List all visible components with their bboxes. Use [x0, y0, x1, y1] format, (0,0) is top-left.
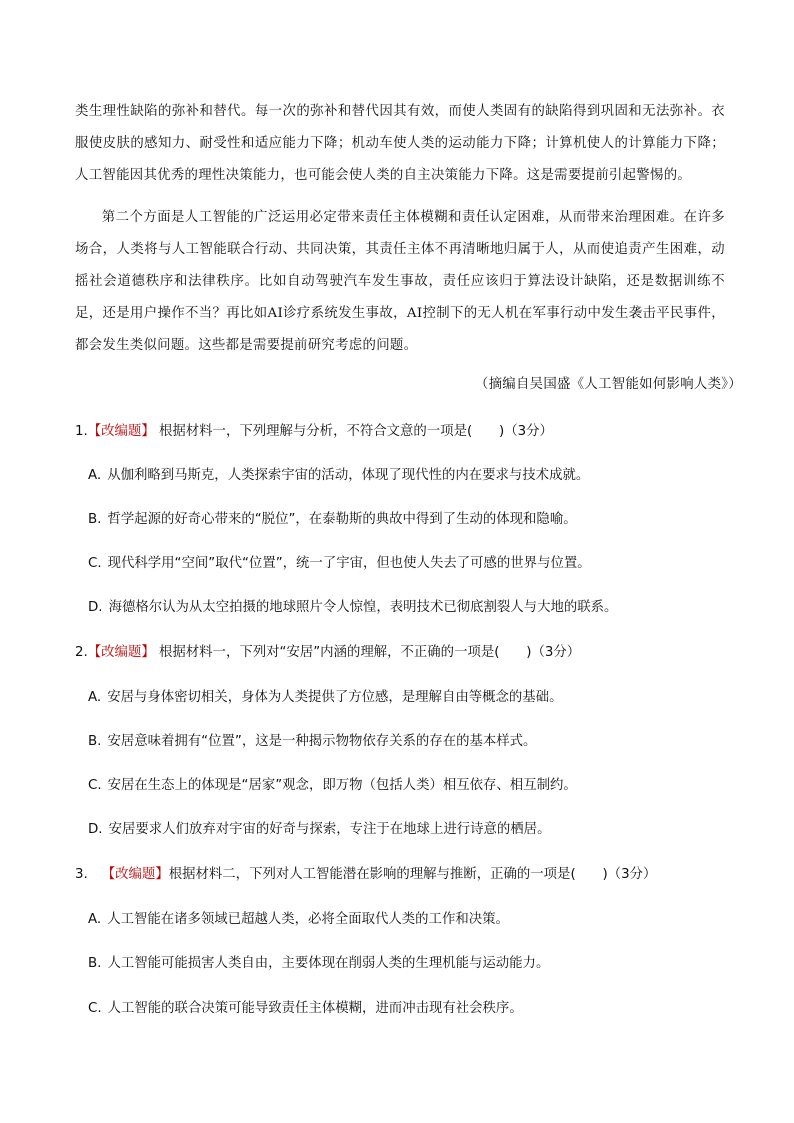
option-text: 人工智能可能损害人类自由，主要体现在削弱人类的生理机能与运动能力。: [107, 956, 550, 971]
question-1-option-b: [88, 509, 577, 531]
question-1-stem: [75, 421, 553, 443]
option-letter: A.: [88, 912, 102, 927]
option-letter: C.: [88, 778, 102, 793]
question-tag: 【改编题】: [87, 424, 155, 439]
question-1-option-a: [88, 465, 589, 487]
option-text: 安居要求人们放弃对宇宙的好奇与探索，专注于在地球上进行诗意的栖居。: [108, 822, 551, 837]
question-2-option-c: [88, 775, 577, 797]
question-2-option-b: [88, 731, 536, 753]
option-text: 从伽利略到马斯克，人类探索宇宙的活动，体现了现代性的内在要求与技术成就。: [107, 468, 590, 483]
question-tag: 【改编题】: [87, 645, 155, 660]
option-text: 人工智能在诸多领域已超越人类，必将全面取代人类的工作和决策。: [107, 912, 509, 927]
option-letter: B.: [88, 956, 102, 971]
option-letter: A.: [88, 468, 102, 483]
option-letter: D.: [88, 600, 103, 615]
option-letter: A.: [88, 690, 102, 705]
question-2-stem: [75, 642, 580, 664]
question-tag: 【改编题】: [101, 867, 169, 882]
passage-paragraph-2: 第二个方面是人工智能的广泛运用必定带来责任主体模糊和责任认定困难，从而带来治理困难。在许多场合，人类将与人工智能联合行动、共同决策，其责任主体不再清晰地归属于人，从而使追责产生困难，动摇社会道德秩序和法律秩序。比如自动驾驶汽车发生事故，责任应该归于算法设计缺陷，还是数据训练不足，还是用户操作不当？再比如AI诊疗系统发生事故，AI控制下的无人机在军事行动中发生袭击平民事件，都会发生类似问题。这些都是需要提前研究考虑的问题。: [75, 210, 725, 353]
option-letter: D.: [88, 822, 103, 837]
option-letter: B.: [88, 512, 102, 527]
question-2-option-d: [88, 819, 550, 841]
question-3-option-c: [88, 998, 523, 1020]
question-text: 根据材料二，下列对人工智能潜在影响的理解与推断，正确的一项是( )（3分）: [168, 867, 657, 882]
passage: [75, 96, 725, 362]
question-1-option-c: [88, 553, 591, 575]
option-letter: B.: [88, 734, 102, 749]
option-text: 安居与身体密切相关，身体为人类提供了方位感，是理解自由等概念的基础。: [107, 690, 563, 705]
passage-paragraph-1: 类生理性缺陷的弥补和替代。每一次的弥补和替代因其有效，而使人类固有的缺陷得到巩固和无法弥补。衣服使皮肤的感知力、耐受性和适应能力下降；机动车使人类的运动能力下降；计算机使人的计算能力下降；人工智能因其优秀的理性决策能力，也可能会使人类的自主决策能力下降。这是需要提前引起警惕的。: [75, 104, 725, 183]
question-text: 根据材料一，下列对“安居”内涵的理解，不正确的一项是( )（3分）: [154, 645, 581, 660]
option-letter: C.: [88, 1001, 102, 1016]
question-1-option-d: [88, 597, 617, 619]
question-number: 1.: [75, 424, 88, 439]
option-text: 人工智能的联合决策可能导致责任主体模糊，进而冲击现有社会秩序。: [107, 1001, 523, 1016]
question-3-option-b: [88, 953, 549, 975]
option-text: 安居意味着拥有“位置”，这是一种揭示物物依存关系的存在的基本样式。: [107, 734, 537, 749]
option-text: 安居在生态上的体现是“居家”观念，即万物（包括人类）相互依存、相互制约。: [107, 778, 577, 793]
passage-source: （摘编自吴国盛《人工智能如何影响人类》）: [474, 377, 742, 392]
option-text: 现代科学用“空间”取代“位置”，统一了宇宙，但也使人失去了可感的世界与位置。: [107, 556, 591, 571]
question-3-option-a: [88, 909, 509, 931]
question-number: 3.: [75, 867, 88, 882]
question-number: 2.: [75, 645, 88, 660]
option-text: 海德格尔认为从太空拍摄的地球照片令人惊惶，表明技术已彻底割裂人与大地的联系。: [108, 600, 618, 615]
question-3-stem: [75, 864, 656, 886]
option-text: 哲学起源的好奇心带来的“脱位”，在泰勒斯的典故中得到了生动的体现和隐喻。: [107, 512, 577, 527]
question-text: 根据材料一，下列理解与分析，不符合文意的一项是( )（3分）: [154, 424, 553, 439]
question-2-option-a: [88, 687, 562, 709]
option-letter: C.: [88, 556, 102, 571]
